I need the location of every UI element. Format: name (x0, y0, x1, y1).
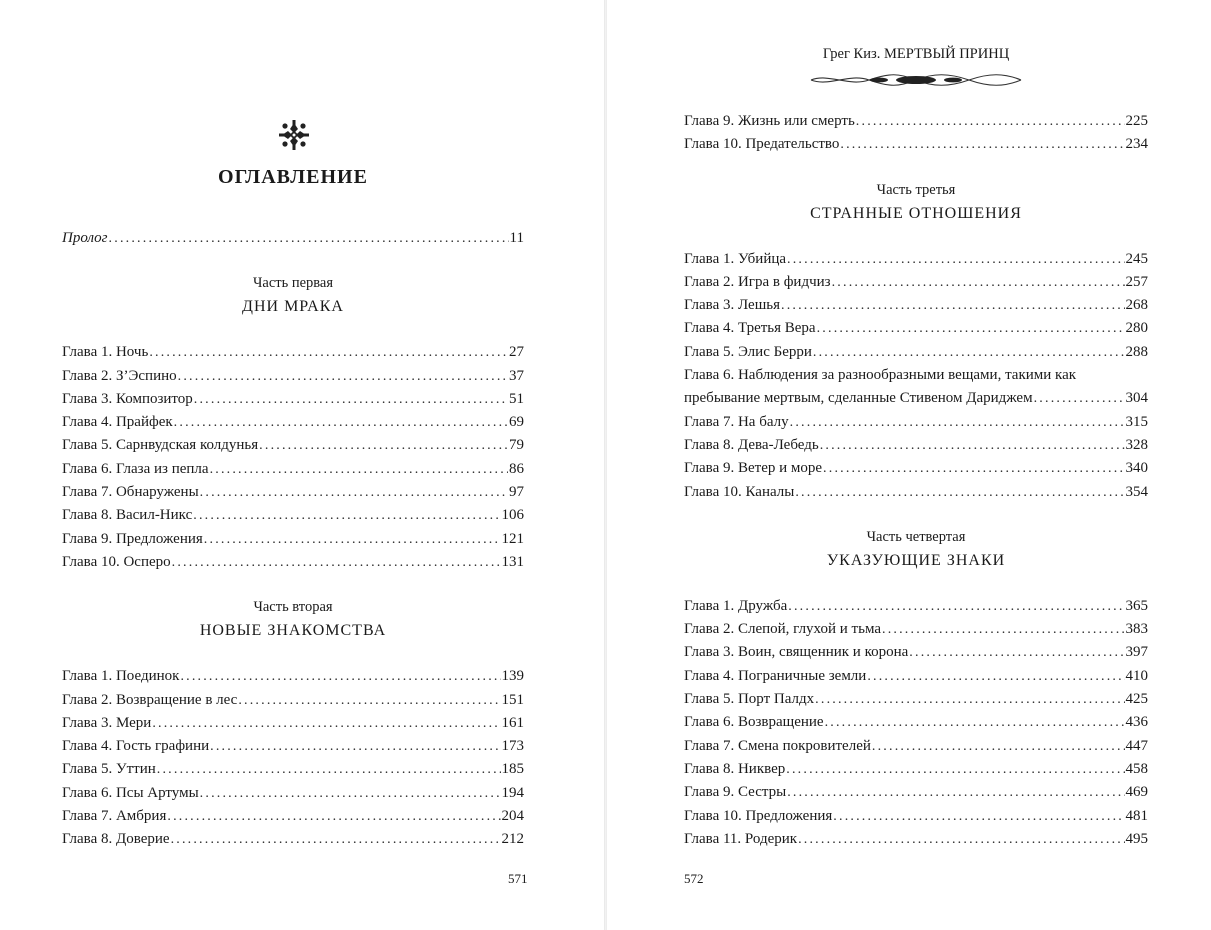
leader-dots (872, 735, 1125, 758)
leader-dots (786, 758, 1124, 781)
entry-page: 11 (509, 230, 524, 246)
entry-page: 106 (501, 507, 524, 524)
toc-entry (62, 712, 524, 735)
entry-title: Глава 9. Предложения (62, 530, 203, 547)
entry-title: Глава 8. Васил-Никс (62, 507, 193, 524)
toc-entry (684, 828, 1148, 851)
leader-dots (787, 248, 1124, 271)
toc-entry (684, 665, 1148, 688)
toc-entry-prologue (62, 227, 524, 250)
entry-page: 245 (1125, 250, 1148, 267)
entry-title: Глава 10. Каналы (684, 483, 795, 500)
entry-page: 340 (1125, 460, 1148, 477)
fleuron-icon (277, 118, 311, 152)
leader-dots (817, 317, 1125, 340)
entry-page: 151 (501, 691, 524, 708)
entry-page: 315 (1125, 413, 1148, 430)
part-title: УКАЗУЮЩИЕ ЗНАКИ (826, 551, 1006, 569)
toc-entry (62, 758, 524, 781)
toc-entry (62, 805, 524, 828)
leader-dots (882, 618, 1125, 641)
toc-entry (684, 271, 1148, 294)
entry-page: 51 (509, 390, 524, 407)
entry-title: Глава 3. Лешья (684, 297, 780, 314)
decorative-rule-icon (809, 70, 1023, 90)
toc-entry (684, 317, 1148, 340)
chapter-list (62, 341, 524, 574)
toc-entry (62, 458, 524, 481)
entry-title: Глава 10. Предательство (684, 136, 840, 153)
toc-right-column (684, 110, 1148, 851)
leader-dots (194, 388, 508, 411)
entry-title: Глава 6. Глаза из пепла (62, 460, 209, 477)
leader-dots (856, 110, 1125, 133)
toc-title: ОГЛАВЛЕНИЕ (218, 166, 368, 188)
toc-entry (62, 481, 524, 504)
toc-entry (684, 434, 1148, 457)
leader-dots (157, 758, 501, 781)
toc-entry (62, 411, 524, 434)
part-title: ДНИ МРАКА (242, 298, 344, 316)
entry-page: 204 (501, 808, 524, 825)
entry-page: 425 (1125, 691, 1148, 708)
entry-title: Глава 4. Пограничные земли (684, 667, 867, 684)
entry-page: 447 (1125, 737, 1148, 754)
entry-page: 27 (509, 344, 524, 361)
toc-entry (62, 434, 524, 457)
leader-dots (833, 805, 1124, 828)
leader-dots (820, 434, 1125, 457)
leader-dots (787, 781, 1124, 804)
toc-entry (684, 618, 1148, 641)
entry-title: Глава 8. Доверие (62, 831, 170, 848)
toc-entry (62, 735, 524, 758)
entry-page: 469 (1125, 784, 1148, 801)
entry-page: 37 (509, 367, 524, 384)
entry-page: 69 (509, 414, 524, 431)
toc-entry (684, 411, 1148, 434)
leader-dots (200, 481, 508, 504)
leader-dots (200, 782, 501, 805)
entry-page: 495 (1125, 830, 1148, 847)
leader-dots (149, 341, 508, 364)
entry-title: Глава 2. Возвращение в лес (62, 691, 238, 708)
leader-dots (210, 735, 500, 758)
leader-dots (1034, 387, 1125, 410)
entry-page: 383 (1125, 621, 1148, 638)
toc-entry (684, 248, 1148, 271)
entry-page: 304 (1125, 390, 1148, 407)
toc-entry (684, 781, 1148, 804)
entry-title: Глава 6. Псы Артумы (62, 784, 199, 801)
entry-title: Глава 11. Родерик (684, 830, 798, 847)
entry-page: 458 (1125, 760, 1148, 777)
leader-dots (210, 458, 508, 481)
toc-entry (684, 758, 1148, 781)
leader-dots (825, 711, 1125, 734)
entry-page: 328 (1125, 436, 1148, 453)
entry-title: Глава 9. Сестры (684, 784, 787, 801)
toc-entry-line1: Глава 6. Наблюдения за разнообразными вещами, такими как (684, 367, 1077, 384)
entry-page: 194 (501, 784, 524, 801)
entry-page: 161 (501, 714, 524, 731)
toc-entry (684, 457, 1148, 480)
leader-dots (788, 595, 1124, 618)
entry-page: 121 (501, 530, 524, 547)
toc-entry (684, 595, 1148, 618)
entry-page: 97 (509, 484, 524, 501)
entry-title: Глава 5. Уттин (62, 761, 156, 778)
entry-page: 212 (501, 831, 524, 848)
entry-page: 288 (1125, 343, 1148, 360)
leader-dots (171, 828, 501, 851)
part-subtitle: Часть первая (252, 275, 334, 292)
leader-dots (867, 665, 1124, 688)
toc-entry (62, 365, 524, 388)
chapter-list (684, 595, 1148, 851)
running-head: Грег Киз. МЕРТВЫЙ ПРИНЦ (822, 46, 1010, 62)
leader-dots (172, 551, 501, 574)
entry-title: Глава 1. Ночь (62, 344, 149, 361)
entry-title: Глава 3. Мери (62, 714, 152, 731)
leader-dots (238, 689, 500, 712)
entry-page: 410 (1125, 667, 1148, 684)
entry-title: Глава 8. Никвер (684, 760, 786, 777)
leader-dots (795, 481, 1124, 504)
part-subtitle: Часть третья (876, 181, 956, 198)
leader-dots (193, 504, 500, 527)
leader-dots (781, 294, 1125, 317)
leader-dots (180, 665, 500, 688)
entry-page: 225 (1125, 113, 1148, 129)
toc-entry (684, 711, 1148, 734)
leader-dots (259, 434, 508, 457)
page-number: 572 (684, 871, 704, 886)
entry-page: 79 (509, 437, 524, 454)
part-title: СТРАННЫЕ ОТНОШЕНИЯ (810, 204, 1022, 222)
leader-dots (178, 365, 508, 388)
entry-page: 131 (501, 553, 524, 570)
chapter-list (684, 110, 1148, 157)
left-page (0, 0, 604, 930)
entry-page: 397 (1125, 644, 1148, 661)
entry-page: 268 (1125, 297, 1148, 314)
leader-dots (815, 688, 1124, 711)
entry-title: Глава 1. Убийца (684, 250, 787, 267)
entry-title: Глава 2. З’Эспино (62, 367, 177, 384)
entry-title: Глава 10. Осперо (62, 553, 171, 570)
leader-dots (909, 641, 1124, 664)
toc-entry (684, 387, 1148, 410)
toc-entry (684, 133, 1148, 156)
leader-dots (823, 457, 1124, 480)
part-heading (684, 179, 1148, 226)
entry-title: Глава 9. Ветер и море (684, 460, 823, 477)
toc-entry (62, 388, 524, 411)
toc-left-column (62, 227, 524, 852)
part-heading (684, 526, 1148, 573)
entry-page: 139 (501, 668, 524, 685)
entry-title: Глава 3. Композитор (62, 390, 193, 407)
entry-title: Глава 1. Поединок (62, 668, 180, 685)
entry-title: Глава 8. Дева-Лебедь (684, 436, 819, 453)
entry-title: Глава 6. Возвращение (684, 714, 824, 731)
toc-entry (62, 665, 524, 688)
leader-dots (152, 712, 500, 735)
toc-entry (684, 688, 1148, 711)
part-subtitle: Часть четвертая (866, 528, 966, 545)
entry-title: Глава 5. Порт Палдх (684, 691, 815, 708)
entry-page: 481 (1125, 807, 1148, 824)
entry-title: Глава 7. Обнаружены (62, 484, 199, 501)
page-number: 571 (508, 871, 528, 886)
leader-dots (790, 411, 1125, 434)
part-heading (62, 596, 524, 643)
entry-title: Пролог (62, 230, 108, 246)
toc-entry (684, 110, 1148, 133)
entry-page: 185 (501, 761, 524, 778)
entry-page: 365 (1125, 597, 1148, 614)
toc-entry (684, 641, 1148, 664)
entry-title: пребывание мертвым, сделанные Стивеном Дариджем (684, 390, 1033, 407)
entry-title: Глава 7. Амбрия (62, 808, 167, 825)
entry-page: 257 (1125, 273, 1148, 290)
entry-title: Глава 4. Прайфек (62, 414, 173, 431)
entry-title: Глава 7. Смена покровителей (684, 737, 871, 754)
leader-dots (109, 227, 509, 250)
entry-title: Глава 5. Элис Берри (684, 343, 812, 360)
entry-page: 436 (1125, 714, 1148, 731)
toc-entry (62, 551, 524, 574)
toc-entry (62, 782, 524, 805)
entry-title: Глава 4. Третья Вера (684, 320, 816, 337)
entry-page: 234 (1125, 136, 1148, 153)
leader-dots (832, 271, 1125, 294)
toc-entry (62, 528, 524, 551)
leader-dots (204, 528, 501, 551)
entry-title: Глава 5. Сарнвудская колдунья (62, 437, 259, 454)
toc-entry (62, 828, 524, 851)
entry-page: 173 (501, 738, 524, 755)
entry-title: Глава 2. Слепой, глухой и тьма (684, 621, 881, 638)
toc-entry (684, 481, 1148, 504)
entry-title: Глава 9. Жизнь или смерть (684, 113, 855, 129)
right-page (607, 0, 1211, 930)
entry-title: Глава 2. Игра в фидчиз (684, 273, 831, 290)
leader-dots (167, 805, 500, 828)
entry-title: Глава 1. Дружба (684, 597, 788, 614)
entry-title: Глава 4. Гость графини (62, 738, 210, 755)
entry-page: 354 (1125, 483, 1148, 500)
leader-dots (813, 341, 1125, 364)
toc-entry (684, 805, 1148, 828)
toc-entry (684, 294, 1148, 317)
leader-dots (798, 828, 1124, 851)
toc-entry (62, 341, 524, 364)
toc-entry (684, 735, 1148, 758)
chapter-list (684, 248, 1148, 504)
entry-page: 280 (1125, 320, 1148, 337)
leader-dots (840, 133, 1124, 156)
part-title: НОВЫЕ ЗНАКОМСТВА (199, 622, 387, 640)
part-heading (62, 272, 524, 319)
toc-entry (684, 341, 1148, 364)
part-subtitle: Часть вторая (253, 599, 333, 616)
chapter-list (62, 665, 524, 851)
entry-title: Глава 10. Предложения (684, 807, 833, 824)
entry-page: 86 (509, 460, 524, 477)
leader-dots (174, 411, 508, 434)
entry-title: Глава 3. Воин, священник и корона (684, 644, 909, 661)
toc-entry (62, 504, 524, 527)
toc-entry (62, 689, 524, 712)
entry-title: Глава 7. На балу (684, 413, 789, 430)
